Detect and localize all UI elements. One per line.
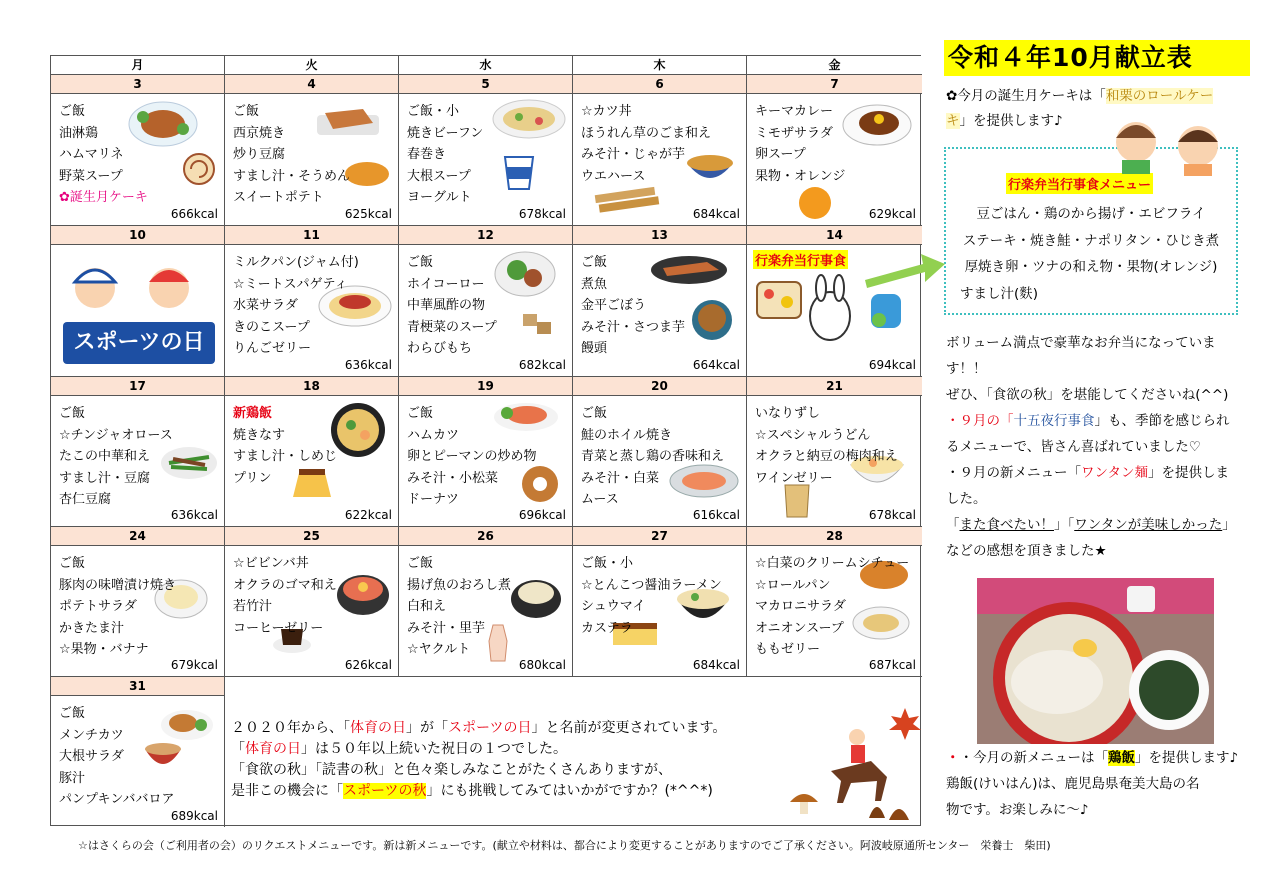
date-label: 25 [225, 527, 398, 546]
girl-athlete-icon [139, 254, 199, 314]
menu-item: 卵とピーマンの炒め物 [407, 449, 537, 464]
menu-calendar [50, 55, 921, 826]
day-cell [399, 527, 573, 677]
day-cell [747, 75, 922, 226]
menu-item: ご飯 [233, 104, 260, 119]
kcal-label: 682kcal [518, 358, 566, 372]
bibimbap-bowl-icon [335, 567, 391, 617]
kcal-label: 625kcal [344, 207, 392, 221]
menu-item: コーヒーゼリー [233, 620, 324, 636]
new-menu-note [946, 745, 1238, 823]
menu-item: 西京焼き [233, 125, 286, 141]
event-tag: 行楽弁当行事食 [753, 250, 848, 269]
menu-item: オクラと納豆の梅肉和え [755, 449, 898, 464]
kcal-label: 684kcal [692, 658, 740, 672]
menu-item: ご飯 [581, 406, 608, 421]
menu-list [59, 703, 174, 811]
side-line: ・・今月の新メニューは「鶏飯」を提供します♪ [946, 750, 1239, 766]
day-cell [747, 527, 922, 677]
menu-item: すまし汁・そうめん [233, 168, 351, 184]
weekday-tue: 火 [225, 56, 399, 75]
menu-item: 青菜と蒸し鶏の香味和え [581, 449, 725, 464]
date-label: 17 [51, 377, 224, 396]
menu-list [233, 101, 350, 209]
page-title: 令和４年10月献立表 [944, 40, 1250, 76]
day-cell [51, 677, 225, 827]
kcal-label: 629kcal [868, 207, 916, 221]
menu-item: メンチカツ [59, 727, 124, 743]
weekday-thu: 木 [573, 56, 747, 75]
side-line: した。 [946, 491, 987, 507]
day-cell [51, 377, 225, 527]
menu-item: ミモザサラダ [755, 125, 833, 141]
side-line: ボリューム満点で豪華なお弁当になっていま [946, 335, 1216, 351]
bento-menu-line: すまし汁(麩) [960, 285, 1039, 302]
menu-item: オニオンスープ [755, 620, 844, 636]
day-cell [747, 377, 922, 527]
menu-item: ももゼリー [755, 642, 821, 657]
side-line: るメニューで、皆さん喜ばれていました♡ [946, 439, 1201, 455]
birthday-cake-note: ✿今月の誕生月ケーキは「和栗のロールケー [946, 88, 1214, 104]
menu-item: 鮭のホイル焼き [581, 427, 673, 443]
sweet-potato-icon [343, 159, 391, 189]
backpack-icon [863, 286, 909, 332]
menu-item: ☆白菜のクリームシチュー [755, 556, 910, 571]
menu-item: ご飯 [407, 556, 434, 571]
kcal-label: 664kcal [692, 358, 740, 372]
date-label: 28 [747, 527, 922, 546]
menu-list [233, 553, 337, 639]
menu-item: 野菜スープ [59, 168, 123, 184]
menu-item: ウエハース [581, 168, 646, 184]
kcal-label: 679kcal [170, 658, 218, 672]
menu-item: ハムマリネ [59, 147, 124, 162]
date-label: 31 [51, 677, 224, 696]
side-notes [946, 330, 1236, 564]
chestnut-icon [865, 794, 915, 824]
menu-item: 煮魚 [581, 276, 608, 292]
menu-item: 水菜サラダ [233, 298, 298, 313]
menu-list [755, 101, 845, 187]
note-line: 「体育の日」は５０年以上続いた祝日の１つでした。 [231, 741, 567, 757]
kinpira-bowl-icon [687, 298, 737, 342]
side-line: 鶏飯(けいはん)は、鹿児島県奄美大島の名 [946, 776, 1200, 792]
menu-item: キーマカレー [755, 104, 834, 119]
kcal-label: 666kcal [170, 207, 218, 221]
rabbit-mascot-icon [805, 274, 855, 344]
date-label: 10 [51, 226, 224, 245]
menu-list [581, 553, 722, 639]
menu-item: パンプキンババロア [59, 792, 175, 807]
birthday-cake-note-cont: キ」を提供します♪ [946, 113, 1063, 129]
menu-item: ドーナツ [407, 492, 459, 507]
boy-athlete-icon [65, 254, 125, 314]
kcal-label: 636kcal [344, 358, 392, 372]
menu-item: ミルクパン(ジャム付) [233, 255, 359, 270]
side-line: す！！ [946, 361, 987, 377]
kcal-label: 694kcal [868, 358, 916, 372]
menu-list [581, 101, 711, 187]
menu-item: 卵スープ [755, 147, 806, 162]
date-label: 5 [399, 75, 572, 94]
kcal-label: 684kcal [692, 207, 740, 221]
kcal-label: 680kcal [518, 658, 566, 672]
bento-box-icon [755, 276, 803, 322]
weekday-fri: 金 [747, 56, 922, 75]
menu-item: みそ汁・さつま芋 [581, 319, 686, 335]
date-label: 6 [573, 75, 746, 94]
menu-item: たこの中華和え [59, 449, 151, 464]
keema-curry-icon [839, 101, 915, 151]
date-label: 20 [573, 377, 746, 396]
keihan-bowl-icon [329, 401, 387, 459]
weekday-mon: 月 [51, 56, 225, 75]
menu-item: 油淋鶏 [59, 125, 99, 141]
day-cell [399, 226, 573, 377]
date-label: 14 [747, 226, 922, 245]
menu-item: 青梗菜のスープ [407, 319, 497, 335]
kcal-label: 687kcal [868, 658, 916, 672]
menu-item: 焼きなす [233, 427, 286, 443]
bento-menu-title: 行楽弁当行事食メニュー [1006, 173, 1153, 194]
menu-list [233, 403, 337, 489]
side-line: 「また食べたい！」「ワンタンが美味しかった」 [946, 517, 1236, 533]
kcal-label: 616kcal [692, 508, 740, 522]
menu-item: わらびもち [407, 341, 473, 356]
menu-item: ☆スペシャルうどん [755, 427, 871, 443]
kcal-label: 678kcal [518, 207, 566, 221]
menu-item: 大根サラダ [59, 749, 124, 764]
menu-item: 大根スープ [407, 168, 471, 184]
menu-item: ポテトサラダ [59, 599, 137, 614]
menu-item: ご飯・小 [407, 104, 460, 119]
footer-note: ☆はさくらの会（ご利用者の会）のリクエストメニューです。新は新メニューです。(献立や材料は、都合により変更することがありますのでご了承ください。阿波岐原通所センター 栄養士 柴田) [78, 839, 1051, 852]
mushroom-icon [786, 786, 822, 818]
day-cell [51, 226, 225, 377]
menu-list [59, 553, 176, 661]
menu-item: ☆カツ丼 [581, 104, 632, 119]
bento-menu-list [954, 201, 1228, 307]
arrow-right-icon [865, 250, 947, 290]
menu-item: 炒り豆腐 [233, 147, 286, 162]
menu-list [233, 252, 359, 360]
day-cell [747, 226, 922, 377]
bento-menu-line: ステーキ・焼き鮭・ナポリタン・ひじき煮 [962, 232, 1220, 249]
menu-list [59, 101, 148, 209]
shiraae-bowl-icon [509, 571, 563, 621]
menu-list [407, 403, 536, 511]
day-cell [51, 75, 225, 226]
menu-list [581, 252, 685, 360]
note-line: 是非この機会に「スポーツの秋」にも挑戦してみてはいかがですか？(*^^*) [231, 783, 713, 799]
menu-item: ☆チンジャオロース [59, 427, 173, 443]
day-cell [399, 377, 573, 527]
day-cell [573, 527, 747, 677]
menu-item: ☆ロールパン [755, 577, 831, 593]
menu-item: ご飯 [581, 255, 608, 270]
menu-item: いなりずし [755, 406, 821, 421]
sports-day-banner: スポーツの日 [63, 322, 215, 364]
menu-item: 若竹汁 [233, 599, 273, 614]
date-label: 19 [399, 377, 572, 396]
menu-list [755, 403, 898, 489]
side-line: ぜひ、「食欲の秋」を堪能してくださいね(^^) [946, 387, 1229, 403]
menu-item: スイートポテト [233, 190, 324, 205]
date-label: 21 [747, 377, 922, 396]
menu-list [407, 101, 483, 209]
date-label: 26 [399, 527, 572, 546]
day-cell [573, 75, 747, 226]
side-line: ・９月の「十五夜行事食」も、季節を感じられ [946, 413, 1230, 429]
yogurt-cup-icon [499, 149, 539, 193]
menu-item: カステラ [581, 620, 633, 636]
date-label: 24 [51, 527, 224, 546]
menu-list [755, 553, 909, 661]
menu-item: ☆ミートスパゲティ [233, 276, 348, 292]
menu-list [407, 252, 497, 360]
date-label: 4 [225, 75, 398, 94]
menu-item: ホイコーロー [407, 276, 485, 292]
orange-icon [797, 185, 833, 221]
menu-item: ☆とんこつ醤油ラーメン [581, 577, 722, 593]
bento-menu-line: 厚焼き卵・ツナの和え物・果物(オレンジ) [964, 259, 1218, 275]
menu-item: 杏仁豆腐 [59, 492, 112, 507]
menu-item: ご飯 [407, 255, 434, 270]
day-cell [225, 377, 399, 527]
roll-cake-icon [179, 147, 219, 187]
menu-item: ご飯 [59, 406, 86, 421]
note-line: ２０２０年から、「体育の日」が「スポーツの日」と名前が変更されています。 [231, 720, 727, 736]
kcal-label: 696kcal [518, 508, 566, 522]
menu-item: ☆ヤクルト [407, 642, 471, 657]
kcal-label: 626kcal [344, 658, 392, 672]
menu-list [59, 403, 173, 511]
menu-item: プリン [233, 470, 272, 486]
side-line: などの感想を頂きました★ [946, 543, 1107, 559]
date-label: 3 [51, 75, 224, 94]
menu-item: 新鶏飯 [233, 406, 273, 421]
day-cell [573, 226, 747, 377]
menu-item: みそ汁・白菜 [581, 470, 660, 486]
menu-item: ワインゼリー [755, 470, 833, 486]
menu-item: ご飯 [59, 104, 86, 119]
menu-item: すまし汁・豆腐 [59, 470, 151, 486]
day-cell [225, 75, 399, 226]
date-label: 27 [573, 527, 746, 546]
menu-item: すまし汁・しめじ [233, 449, 338, 464]
menu-item: シュウマイ [581, 599, 646, 614]
wonton-noodle-photo [977, 578, 1214, 744]
menu-item: 果物・オレンジ [755, 168, 846, 184]
bento-menu-line: 豆ごはん・鶏のから揚げ・エビフライ [976, 206, 1206, 222]
menu-item: ほうれん草のごま和え [581, 125, 712, 141]
menu-item: 豚肉の味噌漬け焼き [59, 577, 177, 593]
menu-item: きのこスープ [233, 319, 310, 335]
kcal-label: 622kcal [344, 508, 392, 522]
menu-item: みそ汁・里芋 [407, 620, 486, 636]
note-line: 「食欲の秋」「読書の秋」と色々楽しみなことがたくさんありますが、 [231, 762, 672, 778]
kcal-label: 689kcal [170, 809, 218, 823]
menu-item: オクラのゴマ和え [233, 577, 337, 593]
menu-item: ご飯 [407, 406, 434, 421]
menu-item: ご飯 [59, 706, 86, 721]
menu-item: ムース [581, 492, 619, 507]
menu-item: みそ汁・じゃが芋 [581, 147, 686, 162]
side-line: 物です。お楽しみに～♪ [946, 802, 1089, 818]
day-cell [399, 75, 573, 226]
menu-item: ご飯 [59, 556, 86, 571]
menu-item: みそ汁・小松菜 [407, 470, 499, 486]
menu-item: かきたま汁 [59, 620, 125, 636]
children-eating-icon [1108, 112, 1228, 178]
menu-item: 白和え [407, 599, 447, 614]
menu-item: 金平ごぼう [581, 298, 647, 313]
menu-item: ✿誕生月ケーキ [59, 190, 148, 205]
sports-day-note [231, 718, 726, 802]
stir-fry-plate-icon [493, 248, 557, 298]
menu-item: ☆ビビンバ丼 [233, 556, 309, 571]
side-line: ・９月の新メニュー「ワンタン麺」を提供しま [946, 465, 1229, 481]
menu-item: ヨーグルト [407, 190, 472, 205]
day-cell [51, 527, 225, 677]
menu-item: 焼きビーフン [407, 125, 484, 141]
menu-item: ☆果物・バナナ [59, 642, 149, 657]
wonton-noodle-image [977, 578, 1214, 744]
date-label: 13 [573, 226, 746, 245]
menu-item: 中華風酢の物 [407, 298, 486, 313]
date-label: 18 [225, 377, 398, 396]
warabimochi-icon [515, 304, 559, 344]
date-label: 7 [747, 75, 922, 94]
menu-item: 揚げ魚のおろし煮 [407, 577, 512, 593]
menu-item: りんごゼリー [233, 341, 312, 356]
menu-item: 饅頭 [581, 341, 608, 356]
date-label: 12 [399, 226, 572, 245]
day-cell [225, 226, 399, 377]
menu-item: ハムカツ [407, 427, 460, 443]
menu-item: 豚汁 [59, 770, 86, 786]
date-label: 11 [225, 226, 398, 245]
kcal-label: 636kcal [170, 508, 218, 522]
menu-item: 春巻き [407, 147, 447, 162]
menu-list [407, 553, 511, 661]
rice-noodles-icon [491, 97, 567, 141]
maple-leaf-icon [887, 706, 923, 742]
menu-item: ご飯・小 [581, 556, 634, 571]
menu-list [581, 403, 724, 511]
day-cell [573, 377, 747, 527]
weekday-wed: 水 [399, 56, 573, 75]
menu-item: マカロニサラダ [755, 599, 846, 614]
day-cell [225, 527, 399, 677]
kcal-label: 678kcal [868, 508, 916, 522]
